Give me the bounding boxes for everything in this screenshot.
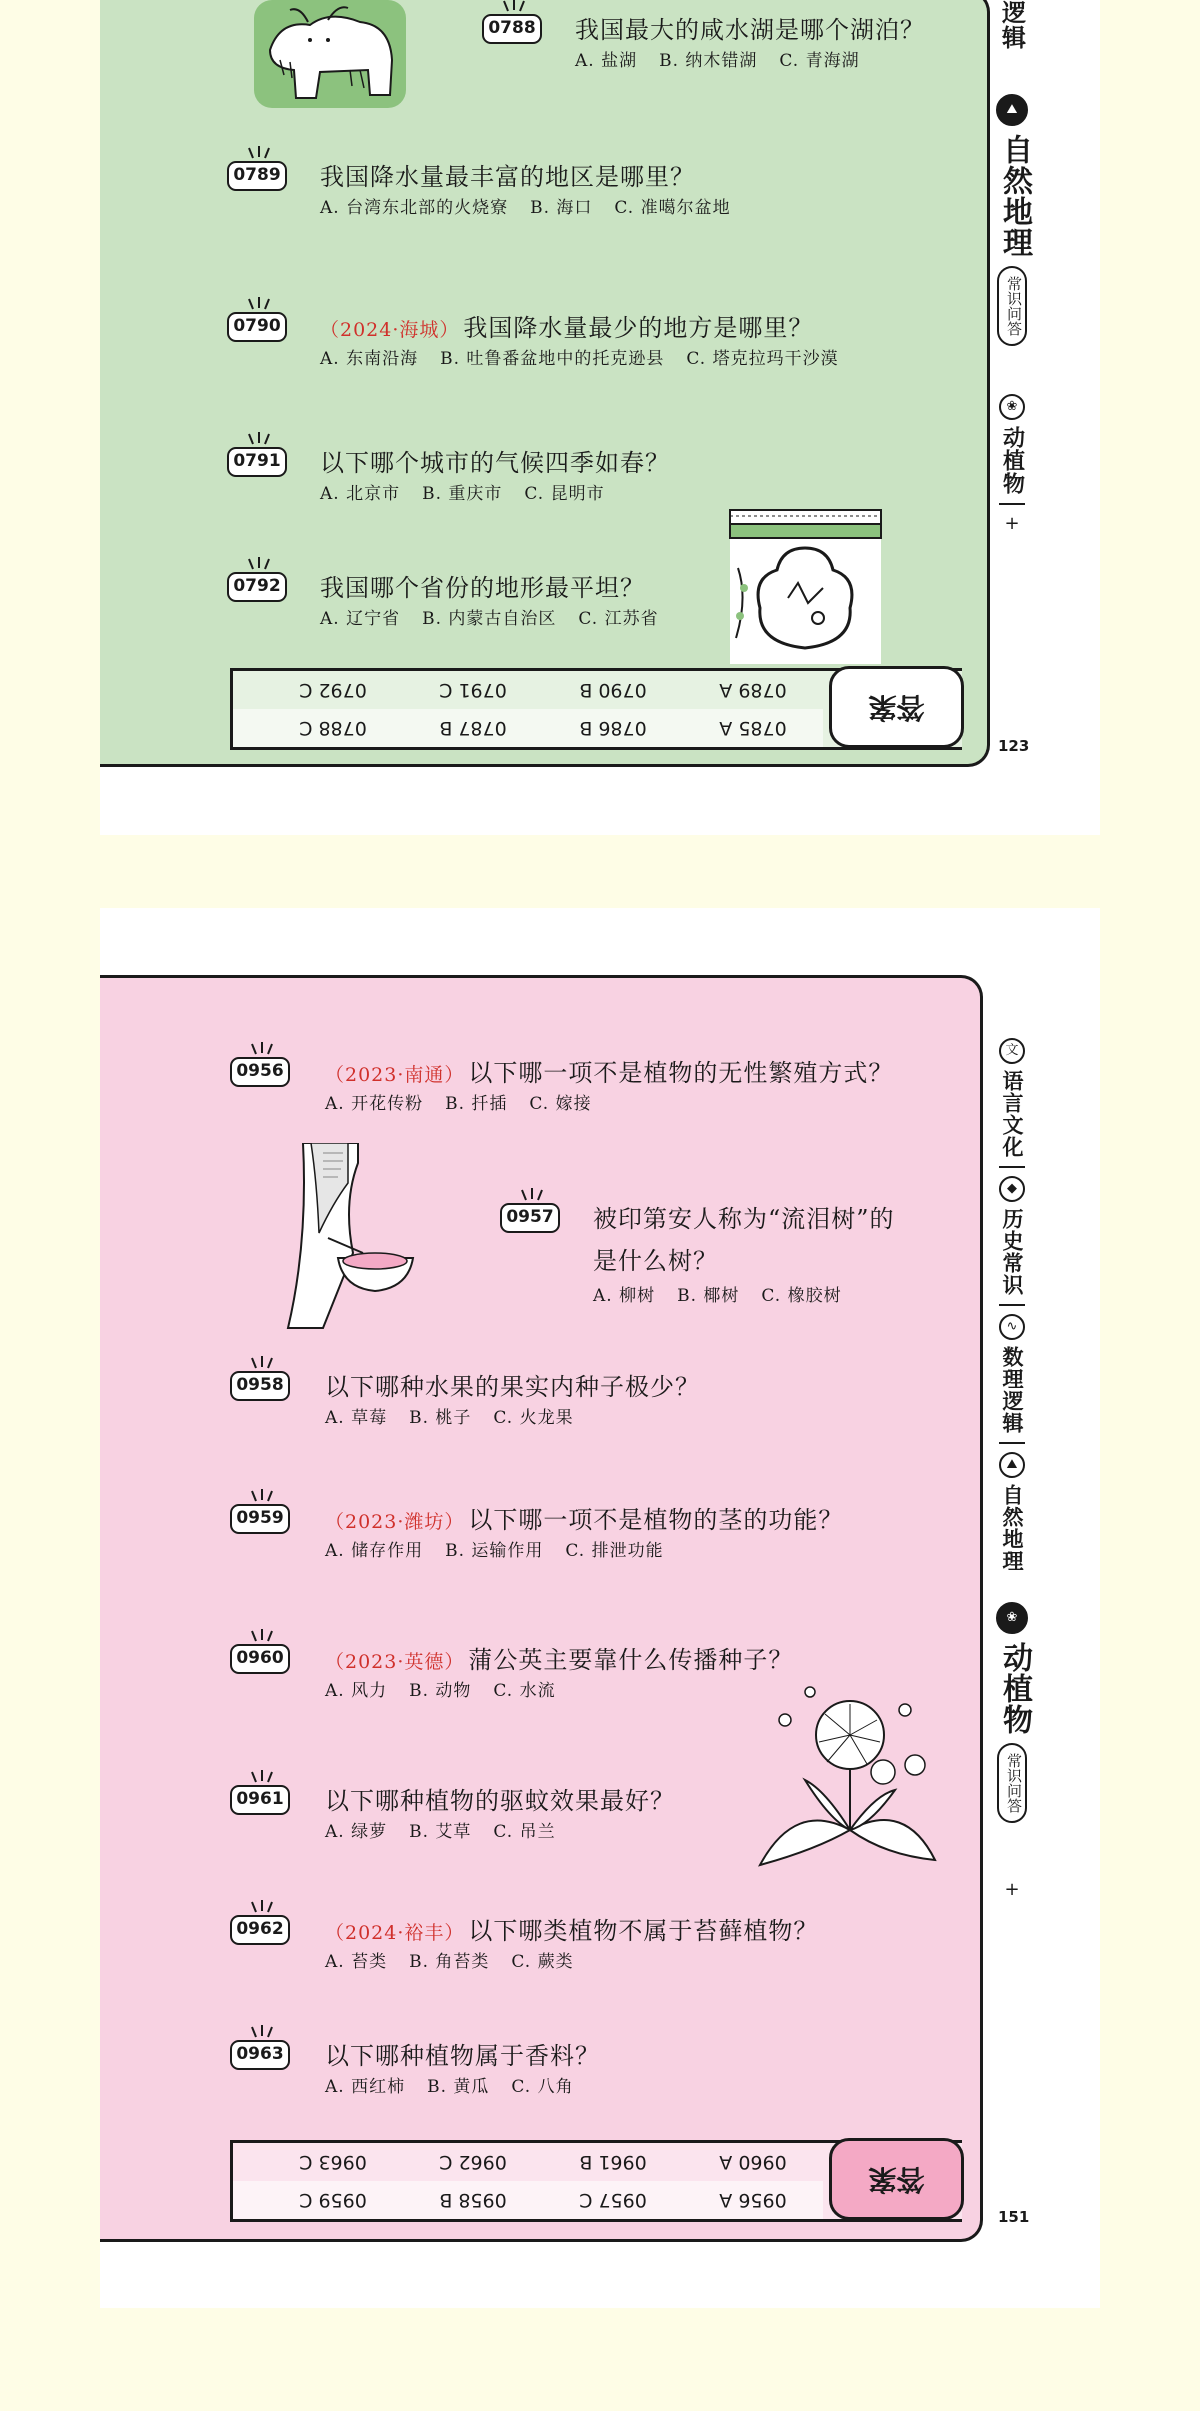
question-options: A. 东南沿海 B. 吐鲁番盆地中的托克逊县 C. 塔克拉玛干沙漠 [320,349,839,369]
question-options: A. 台湾东北部的火烧寮 B. 海口 C. 准噶尔盆地 [320,198,731,218]
plant-icon: ❀ [999,394,1025,420]
source-tag: （2024·海城） [320,319,460,341]
language-icon: 文 [999,1038,1025,1064]
question-options: A. 开花传粉 B. 扦插 C. 嫁接 [325,1094,592,1114]
question-text: 我国哪个省份的地形最平坦？ [320,574,645,602]
divider [999,503,1025,505]
question-number-badge: 0788 [482,14,542,44]
question-text: （2023·潍坊） 以下哪一项不是植物的茎的功能？ [325,1506,844,1534]
answer-row: 0956 A0957 C0958 B0959 C [233,2181,823,2219]
question-number-badge: 0959 [230,1504,290,1534]
question-options: A. 苔类 B. 角苔类 C. 蕨类 [325,1952,574,1972]
question-number-badge: 0960 [230,1644,290,1674]
tab-math-logic[interactable]: 数理逻辑 [1000,1346,1024,1434]
page-number: 123 [998,737,1030,755]
question-number-badge: 0791 [227,447,287,477]
question-options: A. 西红柿 B. 黄瓜 C. 八角 [325,2077,574,2097]
side-tab-nav [992,1038,1032,1900]
question-options: A. 储存作用 B. 运输作用 C. 排泄功能 [325,1541,664,1561]
source-tag: （2023·南通） [325,1064,465,1086]
divider [999,1442,1025,1444]
question-text: 被印第安人称为“流泪树”的 [593,1205,895,1233]
question-text: 以下哪种水果的果实内种子极少？ [325,1373,700,1401]
answer-key-bar [230,668,962,750]
question-number-badge: 0961 [230,1785,290,1815]
tab-animals-plants-active[interactable]: 动植物 [997,1642,1032,1735]
answer-label: 答案 [829,666,964,748]
plant-icon: ❀ [996,1602,1028,1634]
question-text: （2023·南通） 以下哪一项不是植物的无性繁殖方式？ [325,1059,894,1087]
question-text: 以下哪种植物的驱蚊效果最好？ [325,1787,675,1815]
upside-down-answers [233,671,823,747]
question-number-badge: 0957 [500,1203,560,1233]
mountain-icon: ⛰ [999,1452,1025,1478]
question-number-badge: 0963 [230,2040,290,2070]
question-text: 以下哪个城市的气候四季如春？ [320,449,670,477]
yak-illustration [250,0,410,112]
dandelion-illustration [755,1680,940,1875]
history-icon: ◆ [999,1176,1025,1202]
question-number-badge: 0792 [227,572,287,602]
question-number-badge: 0790 [227,312,287,342]
question-text: 我国最大的咸水湖是哪个湖泊？ [575,16,925,44]
math-icon: ∿ [999,1314,1025,1340]
question-text: 我国降水量最丰富的地区是哪里？ [320,163,695,191]
source-tag: （2024·裕丰） [325,1922,465,1944]
plus-icon[interactable]: + [1004,513,1020,534]
question-options: A. 辽宁省 B. 内蒙古自治区 C. 江苏省 [320,609,659,629]
answer-row: 0785 A0786 B0787 B0788 C [233,709,823,747]
divider [999,1304,1025,1306]
question-options: A. 绿萝 B. 艾草 C. 吊兰 [325,1822,556,1842]
window-illustration [728,508,883,666]
question-text: （2024·海城） 我国降水量最少的地方是哪里？ [320,314,814,342]
question-options: A. 盐湖 B. 纳木错湖 C. 青海湖 [575,51,860,71]
source-tag: （2023·潍坊） [325,1511,465,1533]
divider [999,1166,1025,1168]
question-options: A. 北京市 B. 重庆市 C. 昆明市 [320,484,605,504]
question-number-badge: 0956 [230,1057,290,1087]
question-text-line2: 是什么树？ [593,1247,718,1275]
tab-history[interactable]: 历史常识 [1000,1208,1024,1296]
question-text: （2024·裕丰） 以下哪类植物不属于苔藓植物？ [325,1917,819,1945]
tab-common-qa[interactable]: 常识问答 [997,266,1027,346]
question-options: A. 柳树 B. 椰树 C. 橡胶树 [593,1286,842,1306]
source-tag: （2023·英德） [325,1651,465,1673]
rubber-tree-illustration [283,1143,418,1333]
question-text: （2023·英德） 蒲公英主要靠什么传播种子？ [325,1646,794,1674]
question-number-badge: 0958 [230,1371,290,1401]
side-tab-nav [992,0,1032,534]
tab-nature-geography-active[interactable]: 自然地理 [997,134,1032,258]
question-options: A. 草莓 B. 桃子 C. 火龙果 [325,1408,574,1428]
answer-row: 0960 A0961 B0962 C0963 C [299,2151,787,2173]
question-text: 以下哪种植物属于香料？ [325,2042,600,2070]
side-tab-partial[interactable]: 逻辑 [997,0,1026,50]
question-options: A. 风力 B. 动物 C. 水流 [325,1681,556,1701]
tab-animals-plants[interactable]: 动植物 [999,426,1025,495]
tab-nature-geography[interactable]: 自然地理 [1000,1484,1024,1572]
mountain-icon: ⛰ [996,94,1028,126]
answer-label: 答案 [829,2138,964,2220]
upside-down-answers [233,2143,823,2219]
question-number-badge: 0789 [227,161,287,191]
tab-language-culture[interactable]: 语言文化 [1000,1070,1024,1158]
plus-icon[interactable]: + [1004,1879,1020,1900]
answer-key-bar [230,2140,962,2222]
tab-common-qa[interactable]: 常识问答 [997,1743,1027,1823]
question-number-badge: 0962 [230,1915,290,1945]
answer-row: 0789 A0790 B0791 C0792 C [299,679,787,701]
page-number: 151 [998,2208,1030,2226]
